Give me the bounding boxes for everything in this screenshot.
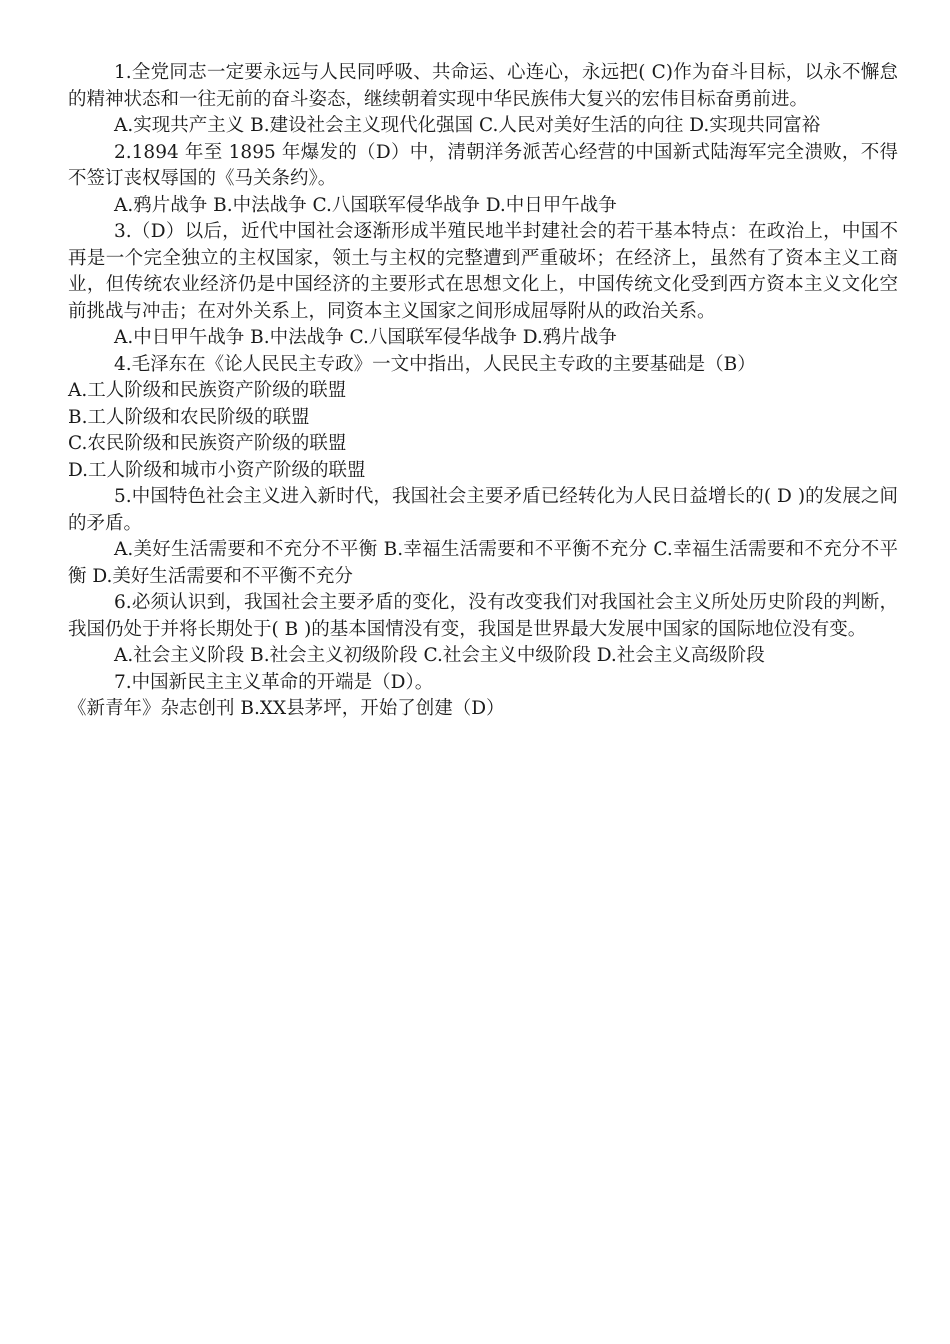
- question-1-text: 1.全党同志一定要永远与人民同呼吸、共命运、心连心，永远把( C)作为奋斗目标，以永不懈怠的精神状态和一往无前的奋斗姿态，继续朝着实现中华民族伟大复兴的宏伟目标奋勇前进。: [68, 62, 898, 110]
- question-1-options: A.实现共产主义 B.建设社会主义现代化强国 C.人民对美好生活的向往 D.实现共同富裕: [114, 115, 821, 136]
- question-7-text: 7.中国新民主主义革命的开端是（D）。: [114, 671, 434, 693]
- question-4-option-b: B.工人阶级和农民阶级的联盟: [68, 406, 310, 428]
- question-4-text: 4.毛泽东在《论人民民主专政》一文中指出，人民民主专政的主要基础是（B）: [114, 353, 756, 375]
- question-4-option-a: A.工人阶级和民族资产阶级的联盟: [68, 380, 347, 401]
- question-2-options: A.鸦片战争 B.中法战争 C.八国联军侵华战争 D.中日甲午战争: [114, 194, 617, 216]
- document-page: [68, 60, 898, 723]
- question-3-text: 3.（D）以后，近代中国社会逐渐形成半殖民地半封建社会的若干基本特点：在政治上，中国不再是一个完全独立的主权国家，领土与主权的完整遭到严重破坏；在经济上，虽然有了资本主义工商业，但传统农业经济仍是中国经济的主要形式在思想文化上，中国传统文化受到西方资本主义文化空前挑战与冲击；在对外关系上，同资本主义国家之间形成屈辱附从的政治关系。: [68, 221, 898, 322]
- question-6-text: 6.必须认识到，我国社会主要矛盾的变化，没有改变我们对我国社会主义所处历史阶段的判断，我国仍处于并将长期处于( B )的基本国情没有变，我国是世界最大发展中国家的国际地位没有变。: [68, 592, 898, 640]
- question-4-option-d: D.工人阶级和城市小资产阶级的联盟: [68, 459, 366, 481]
- question-3-options: A.中日甲午战争 B.中法战争 C.八国联军侵华战争 D.鸦片战争: [114, 327, 617, 348]
- question-5-text: 5.中国特色社会主义进入新时代，我国社会主要矛盾已经转化为人民日益增长的( D )的发展之间的矛盾。: [68, 486, 898, 534]
- question-6-options: A.社会主义阶段 B.社会主义初级阶段 C.社会主义中级阶段 D.社会主义高级阶段: [114, 645, 765, 666]
- question-7-options: 《新青年》杂志创刊 B.XX县茅坪，开始了创建（D）: [68, 698, 505, 719]
- question-5-options: A.美好生活需要和不充分不平衡 B.幸福生活需要和不平衡不充分 C.幸福生活需要和不充分不平衡 D.美好生活需要和不平衡不充分: [68, 539, 898, 587]
- question-4-option-c: C.农民阶级和民族资产阶级的联盟: [68, 433, 347, 454]
- question-2-text: 2.1894 年至 1895 年爆发的（D）中，清朝洋务派苦心经营的中国新式陆海军完全溃败，不得不签订丧权辱国的《马关条约》。: [68, 141, 898, 189]
